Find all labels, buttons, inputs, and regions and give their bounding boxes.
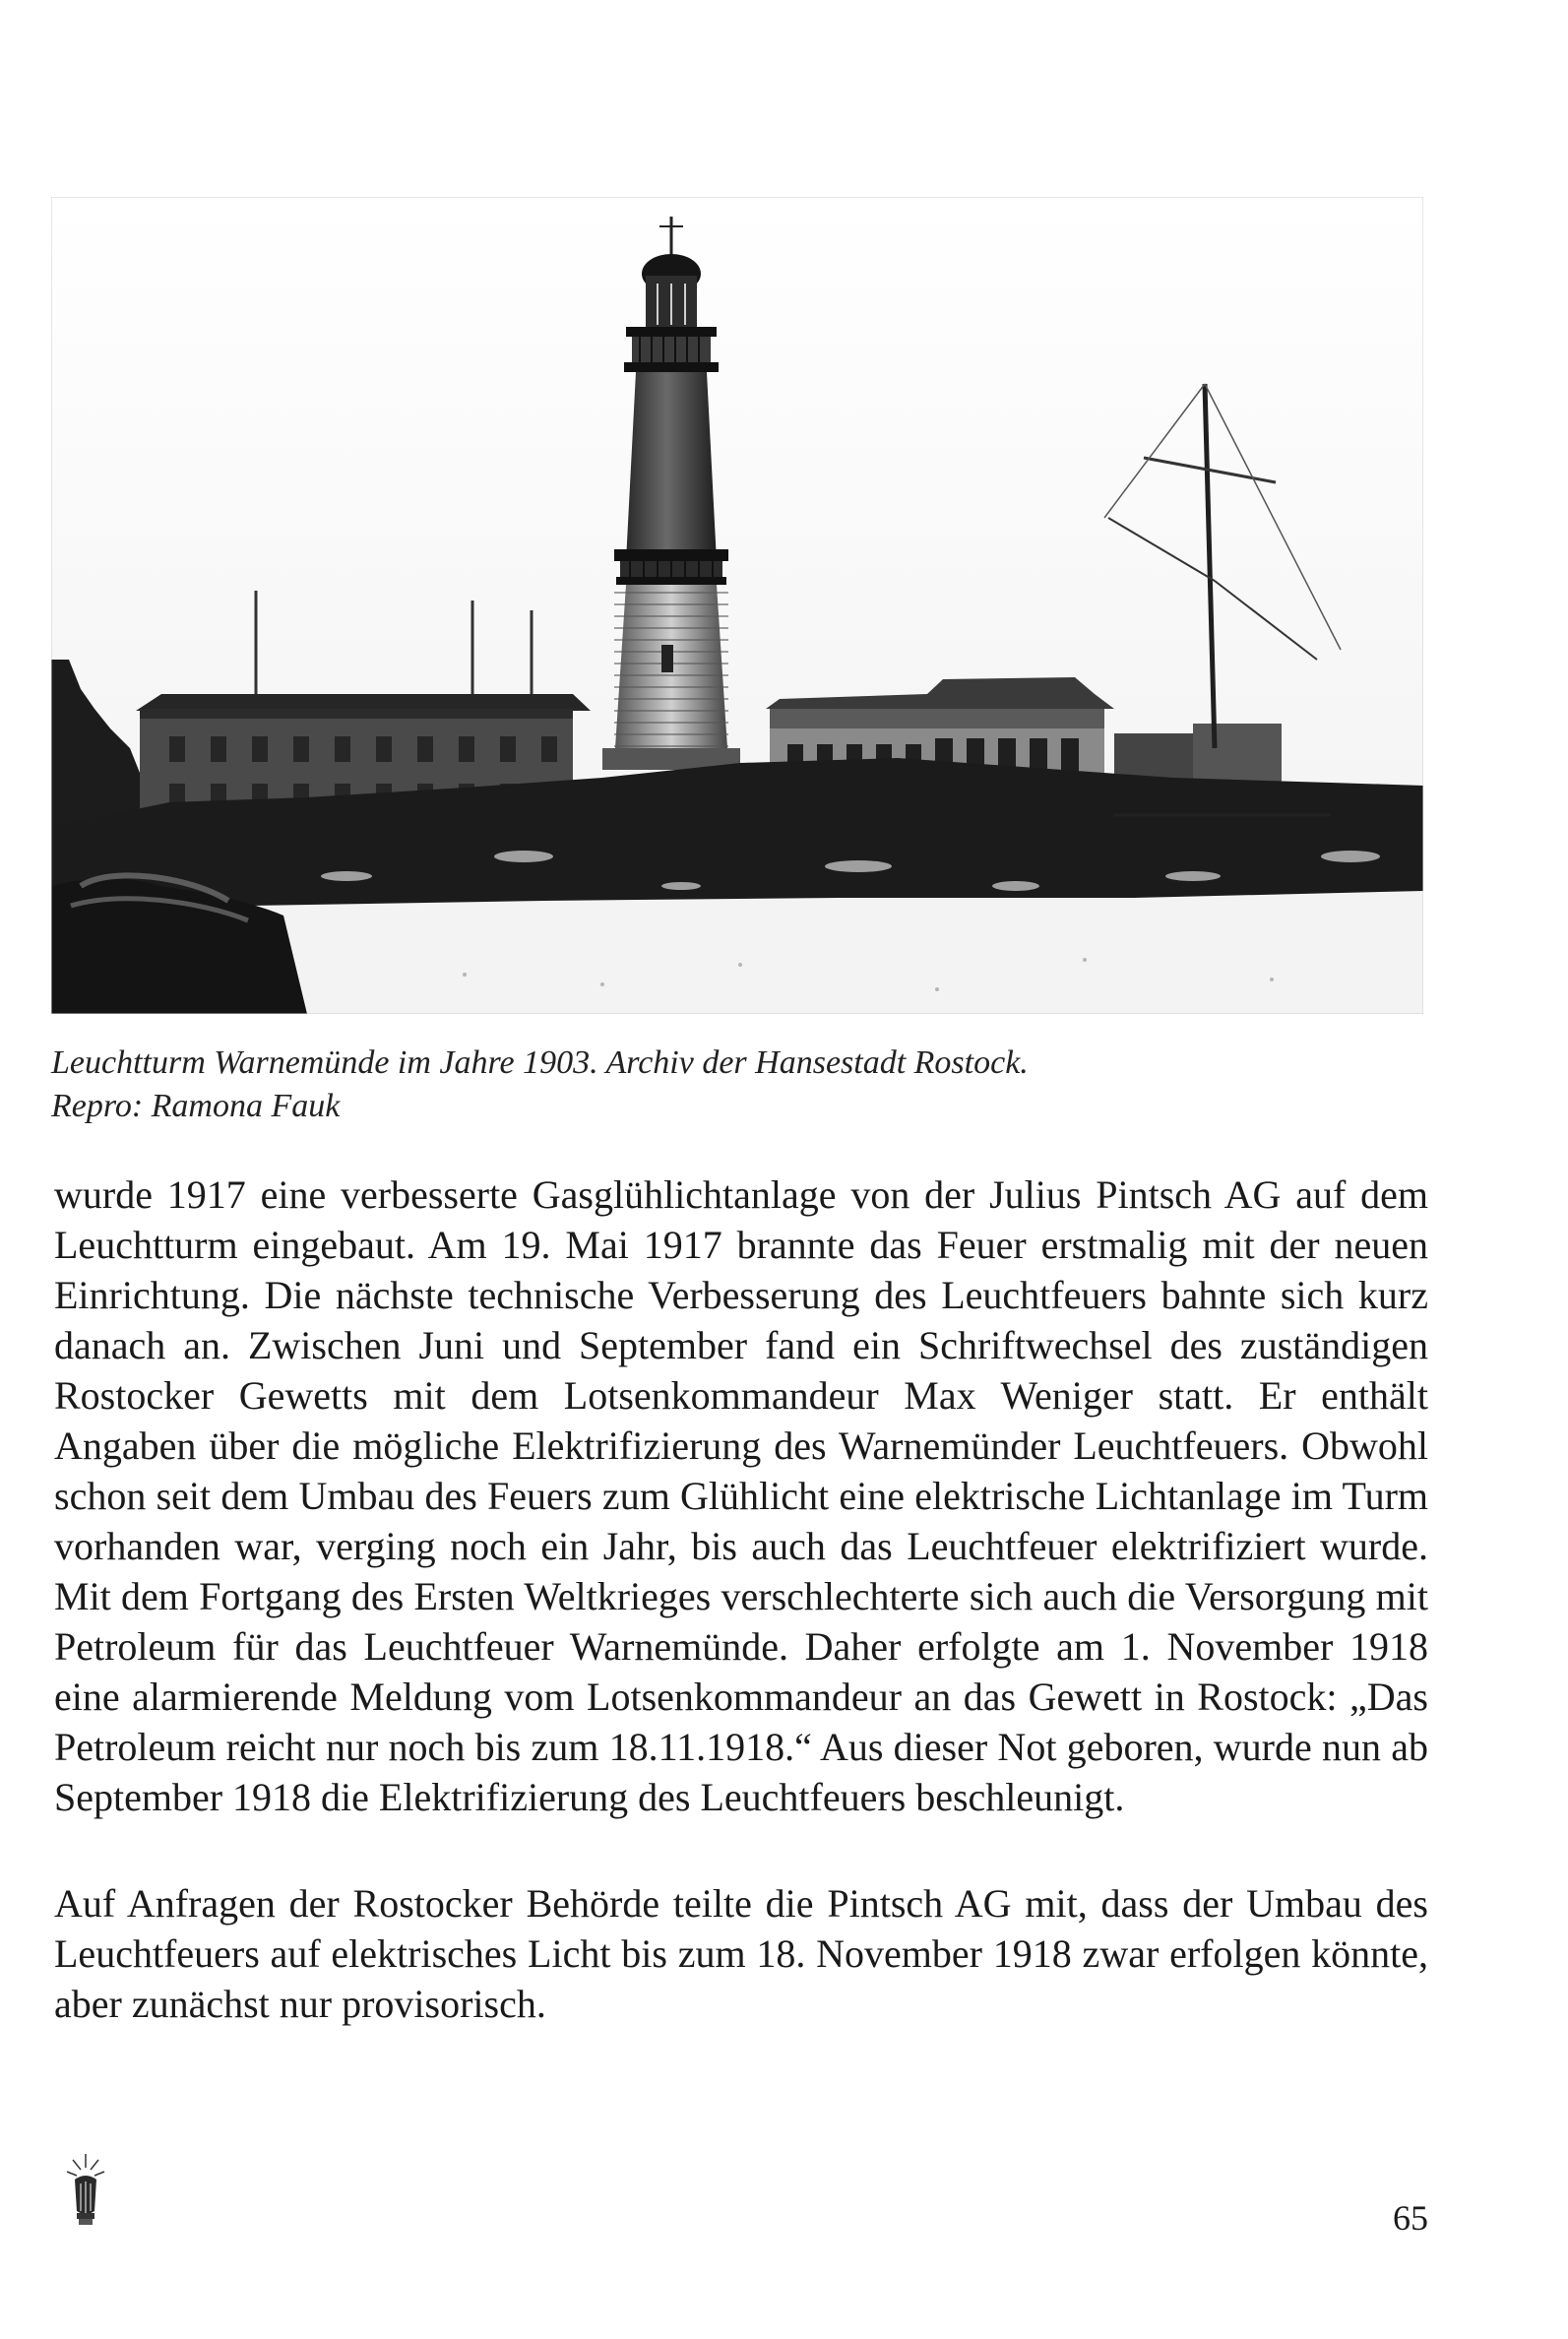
page-number: 65 [1393, 2198, 1428, 2238]
body-text [54, 1170, 1428, 2029]
paragraph-2: Auf Anfragen der Rostocker Behörde teilte die Pintsch AG mit, dass der Umbau des Leuchtfeuers auf elektrisches Licht bis zum 18. November 1918 zwar erfolgen könnte, aber zunächst nur provisorisch. [54, 1881, 1428, 2026]
publisher-emblem-icon [61, 2150, 110, 2229]
paragraph-1: wurde 1917 eine verbesserte Gasglühlichtanlage von der Julius Pintsch AG auf dem Leuchtturm eingebaut. Am 19. Mai 1917 brannte das Feuer erstmalig mit der neuen Einrichtung. Die nächste technische Verbesserung des Leuchtfeuers bahnte sich kurz danach an. Zwischen Juni und September fand ein Schriftwechsel des zuständigen Rostocker Gewetts mit dem Lotsenkommandeur Max Weniger statt. Er enthält Angaben über die mögliche Elektrifizierung des Warnemünder Leuchtfeuers. Obwohl schon seit dem Umbau des Feuers zum Glühlicht eine elektrische Lichtanlage im Turm vorhanden war, verging noch ein Jahr, bis auch das Leuchtfeuer elektrifiziert wurde. Mit dem Fortgang des Ersten Weltkrieges verschlechterte sich auch die Versorgung mit Petroleum für das Leuchtfeuer Warnemünde. Daher erfolgte am 1. November 1918 eine alarmierende Meldung vom Lotsenkommandeur an das Gewett in Rostock: „Das Petroleum reicht nur noch bis zum 18.11.1918.“ Aus dieser Not geboren, wurde nun ab September 1918 die Elektrifizierung des Leuchtfeuers beschleunigt. [54, 1172, 1428, 1819]
caption-line-2: Repro: Ramona Fauk [51, 1088, 341, 1124]
figure-caption [51, 1042, 1429, 1128]
lighthouse-photo [51, 197, 1423, 1014]
caption-line-1: Leuchtturm Warnemünde im Jahre 1903. Archiv der Hansestadt Rostock. [51, 1044, 1029, 1081]
